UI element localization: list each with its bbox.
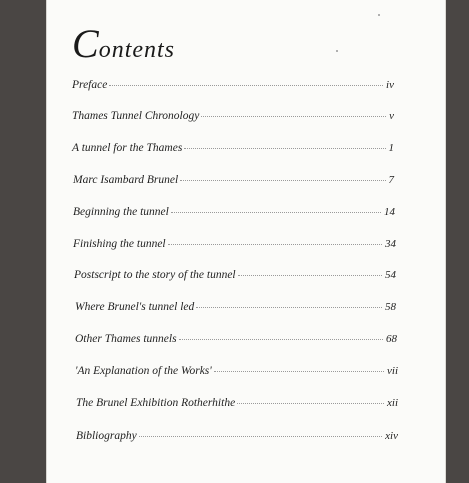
dot-leader <box>180 180 385 181</box>
toc-entry-label: Finishing the tunnel <box>73 238 166 250</box>
dot-leader <box>214 371 384 372</box>
toc-entry-finishing <box>73 238 396 250</box>
toc-entry-label: Thames Tunnel Chronology <box>72 110 200 122</box>
dot-leader <box>109 85 383 86</box>
toc-entry-page: 58 <box>385 301 396 313</box>
toc-entry-page: vii <box>387 365 398 377</box>
toc-entry-page: 1 <box>388 142 394 154</box>
toc-entry-explanation <box>75 365 398 377</box>
dot-leader <box>179 339 383 340</box>
dot-leader <box>201 116 386 117</box>
toc-entry-label: The Brunel Exhibition Rotherhithe <box>76 397 236 409</box>
book-page <box>46 0 446 483</box>
toc-entry-label: 'An Explanation of the Works' <box>75 365 212 377</box>
toc-entry-label: Other Thames tunnels <box>75 333 177 345</box>
toc-entry-page: 68 <box>386 333 397 345</box>
toc-entry-postscript <box>74 269 396 281</box>
toc-entry-marc-brunel <box>73 174 394 186</box>
toc-entry-label: Preface <box>72 79 108 91</box>
toc-entry-page: 14 <box>384 206 395 218</box>
toc-entry-page: 34 <box>385 238 396 250</box>
toc-entry-label: Marc Isambard Brunel <box>73 174 179 186</box>
dot-leader <box>139 436 382 437</box>
toc-entry-where-tunnel-led <box>75 301 396 313</box>
toc-entry-page: xii <box>387 397 398 409</box>
title-rest: ontents <box>98 37 176 63</box>
toc-entry-preface <box>72 79 394 91</box>
toc-entry-chronology <box>72 110 394 122</box>
toc-entry-label: Beginning the tunnel <box>73 206 169 218</box>
dot-leader <box>237 403 384 404</box>
toc-entry-page: 54 <box>385 269 396 281</box>
dot-leader <box>184 148 385 149</box>
toc-entry-other-tunnels <box>75 333 397 345</box>
toc-entry-bibliography <box>76 430 398 442</box>
toc-entry-page: iv <box>386 79 394 91</box>
dot-leader <box>168 244 382 245</box>
toc-entry-label: Where Brunel's tunnel led <box>75 301 195 313</box>
toc-entry-exhibition <box>76 397 398 409</box>
dot-leader <box>171 212 381 213</box>
toc-entry-page: 7 <box>388 174 394 186</box>
toc-entry-label: Postscript to the story of the tunnel <box>74 269 236 281</box>
toc-entry-page: v <box>389 110 394 122</box>
toc-entry-page: xiv <box>385 430 398 442</box>
dot-leader <box>238 275 382 276</box>
toc-entry-tunnel-for-thames <box>72 142 394 154</box>
table-of-contents <box>46 0 446 483</box>
toc-entry-label: A tunnel for the Thames <box>72 142 183 154</box>
title-initial: C <box>72 21 99 66</box>
toc-entry-label: Bibliography <box>76 430 137 442</box>
dot-leader <box>196 307 382 308</box>
toc-entry-beginning <box>73 206 395 218</box>
